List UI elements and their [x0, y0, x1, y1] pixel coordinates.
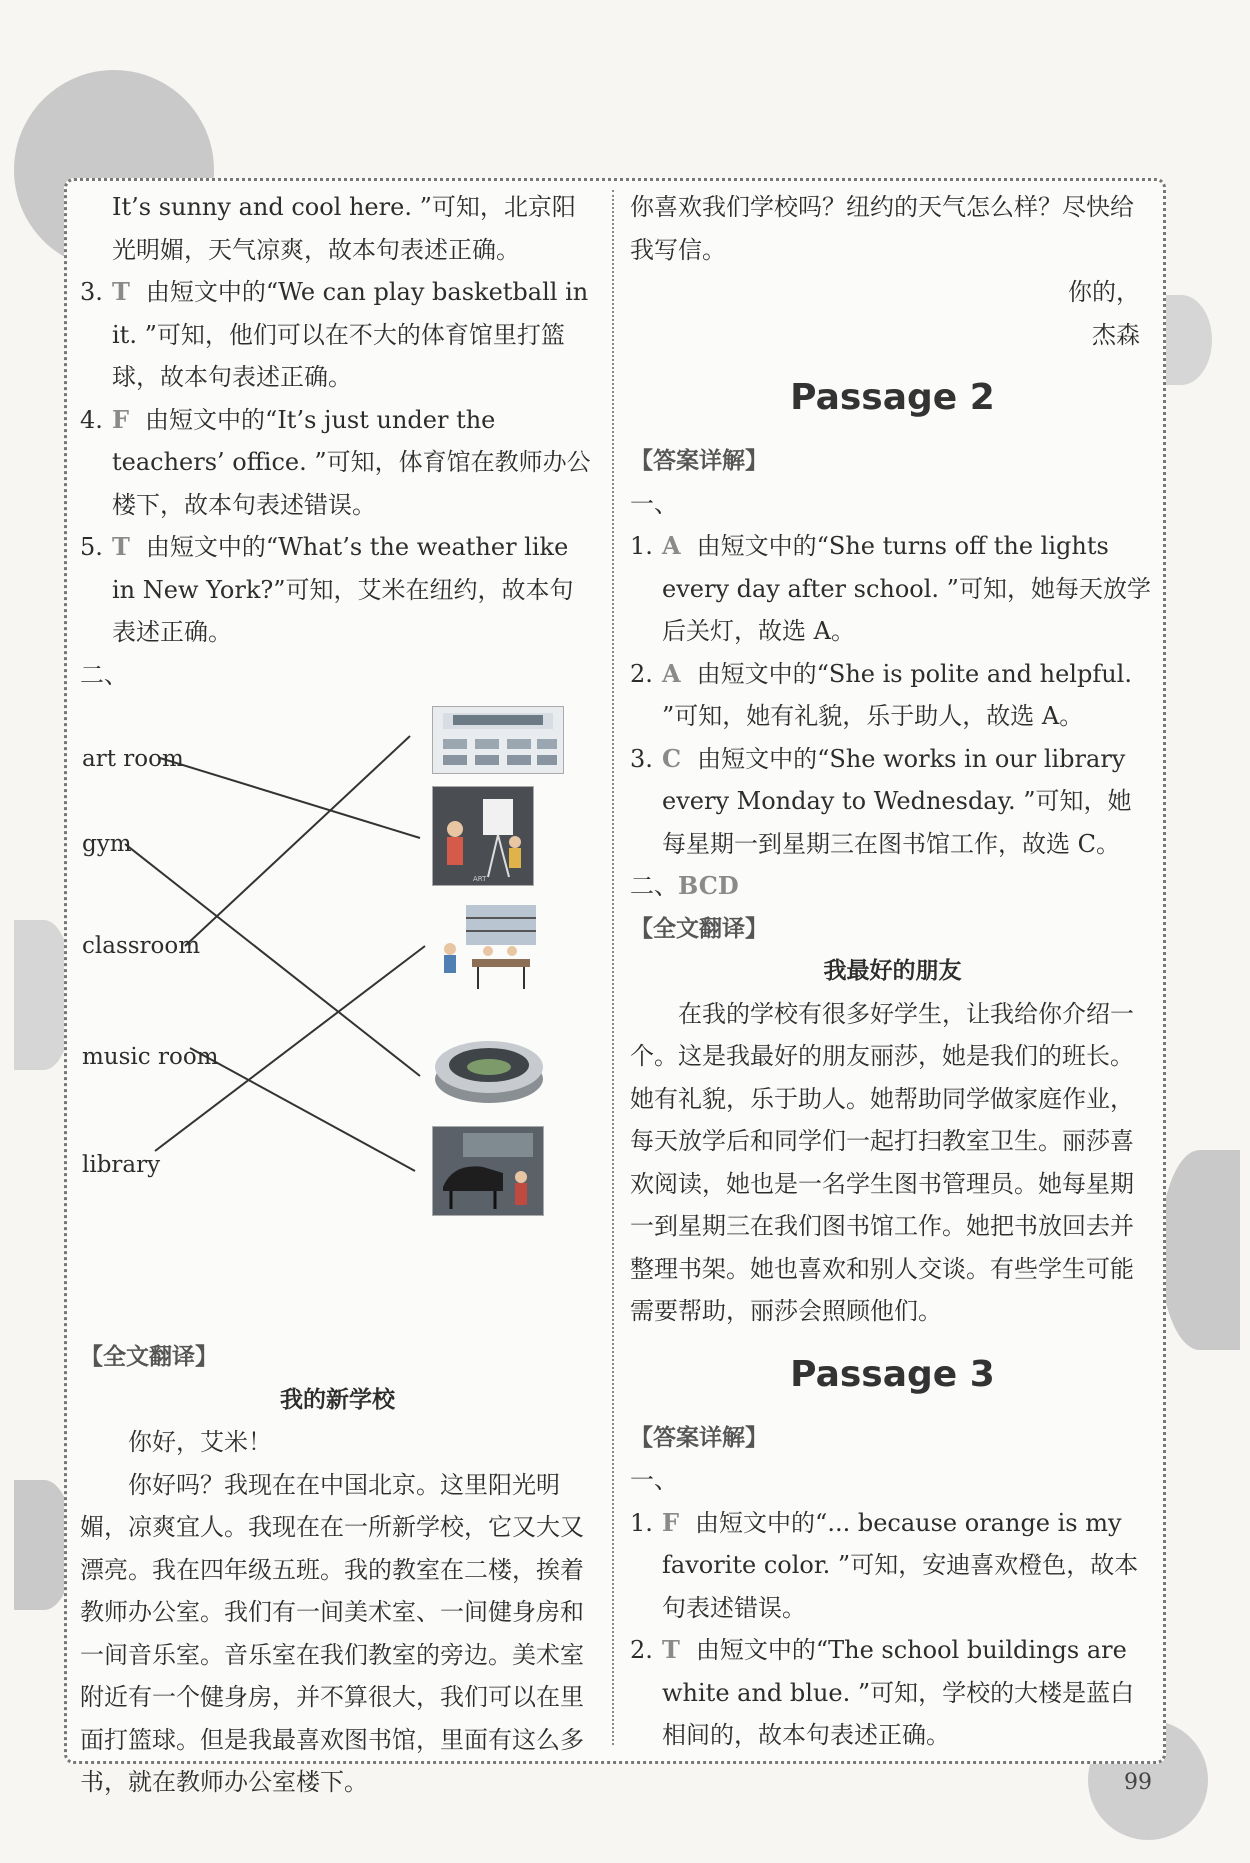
answer-explanation: 由短文中的“... because orange is my favorite color. ”可知，安迪喜欢橙色，故本句表述错误。 — [662, 1508, 1139, 1622]
answer-item: 5. T 由短文中的“What’s the weather like in New York?”可知，艾米在纽约，故本句表述正确。 — [80, 532, 574, 646]
match-word-library: library — [82, 1152, 161, 1178]
answer-item: 3. C 由短文中的“She works in our library every Monday to Wednesday. ”可知，她每星期一到星期三在图书馆工作，故选 C。 — [630, 743, 1132, 858]
translation-tag: 【全文翻译】 — [80, 1344, 218, 1370]
letter-sign-off: 你的， — [1068, 278, 1140, 306]
continued-explanation: It’s sunny and cool here. ”可知，北京阳光明媚，天气凉爽，故本句表述正确。 — [112, 193, 576, 264]
matching-exercise — [80, 696, 595, 1336]
answer-explanation: 由短文中的“We can play basketball in it. ”可知，他们可以在不大的体育馆里打篮球，故本句表述正确。 — [112, 278, 589, 391]
section-one-label: 一、 — [630, 489, 678, 518]
classroom-picture — [432, 706, 564, 774]
section-one-label: 一、 — [630, 1466, 678, 1494]
answer-tag: 【答案详解】 — [630, 448, 768, 474]
decor-circle-right-mid — [1160, 1150, 1240, 1350]
answer-item: 2. A 由短文中的“She is polite and helpful. ”可知，她有礼貌，乐于助人，故选 A。 — [630, 658, 1132, 730]
gym-picture — [432, 1021, 547, 1111]
answer-tag: 【答案详解】 — [630, 1424, 768, 1451]
music-room-picture — [432, 1126, 544, 1216]
section-two-letters: BCD — [678, 871, 739, 900]
right-column — [630, 186, 1155, 1757]
answer-explanation: 由短文中的“The school buildings are white and blue. ”可知，学校的大楼是蓝白相间的，故本句表述正确。 — [662, 1636, 1135, 1749]
library-picture — [432, 901, 542, 996]
section-two-answer: 二、BCD — [630, 871, 739, 900]
answer-letter: T — [662, 1635, 680, 1664]
answer-letter: T — [112, 532, 130, 561]
answer-letter: A — [662, 658, 681, 688]
section-two-label: 二、 — [80, 660, 128, 689]
answer-letter: T — [112, 277, 130, 306]
page-number: 99 — [1124, 1770, 1152, 1795]
answer-item: 3. T 由短文中的“We can play basketball in it. ”可知，他们可以在不大的体育馆里打篮球，故本句表述正确。 — [80, 277, 589, 391]
answer-explanation: 由短文中的“She is polite and helpful. ”可知，她有礼貌，乐于助人，故选 A。 — [662, 659, 1132, 730]
answer-item: 2. T 由短文中的“The school buildings are white and blue. ”可知，学校的大楼是蓝白相间的，故本句表述正确。 — [630, 1635, 1135, 1749]
left-column — [80, 186, 595, 1804]
answer-explanation: 由短文中的“What’s the weather like in New York?”可知，艾米在纽约，故本句表述正确。 — [112, 533, 574, 646]
passage-3-title: Passage 3 — [790, 1353, 995, 1395]
answer-letter: F — [112, 404, 130, 434]
answer-letter: C — [662, 743, 682, 773]
translation-title: 我的新学校 — [280, 1386, 395, 1413]
answer-letter: F — [662, 1507, 680, 1537]
answer-explanation: 由短文中的“She turns off the lights every day after school. ”可知，她每天放学后关灯，故选 A。 — [662, 532, 1151, 645]
letter-greeting: 你好，艾米！ — [128, 1428, 272, 1456]
art-room-picture — [432, 786, 534, 886]
match-word-music-room: music room — [82, 1044, 219, 1070]
answer-explanation: 由短文中的“She works in our library every Monday to Wednesday. ”可知，她每星期一到星期三在图书馆工作，故选 C。 — [662, 744, 1132, 858]
answer-item: 4. F 由短文中的“It’s just under the teachers’ office. ”可知，体育馆在教师办公楼下，故本句表述错误。 — [80, 404, 591, 519]
match-word-gym: gym — [82, 831, 132, 857]
match-word-art-room: art room — [82, 746, 184, 772]
letter-signature: 杰森 — [1092, 320, 1140, 349]
answer-item: 1. A 由短文中的“She turns off the lights every day after school. ”可知，她每天放学后关灯，故选 A。 — [630, 531, 1151, 645]
answer-letter: A — [662, 531, 681, 560]
translation-paragraph: 在我的学校有很多好学生，让我给你介绍一个。这是我最好的朋友丽莎，她是我们的班长。她有礼貌，乐于助人。她帮助同学做家庭作业，每天放学后和同学们一起打扫教室卫生。丽莎喜欢阅读，她也是一名学生图书管理员。她每星期一到星期三在我们图书馆工作。她把书放回去并整理书架。她也喜欢和别人交谈。有些学生可能需要帮助，丽莎会照顾他们。 — [630, 999, 1134, 1325]
passage-2-title: Passage 2 — [790, 377, 995, 418]
svg-text:ART: ART — [473, 875, 487, 883]
answer-item: 1. F 由短文中的“... because orange is my favorite color. ”可知，安迪喜欢橙色，故本句表述错误。 — [630, 1507, 1139, 1622]
column-divider — [612, 190, 614, 1745]
letter-continued: 你喜欢我们学校吗？纽约的天气怎么样？尽快给我写信。 — [630, 193, 1134, 264]
letter-paragraph: 你好吗？我现在在中国北京。这里阳光明媚，凉爽宜人。我现在在一所新学校，它又大又漂亮。我在四年级五班。我的教室在二楼，挨着教师办公室。我们有一间美术室、一间健身房和一间音乐室。音乐室在我们教室的旁边。美术室附近有一个健身房，并不算很大，我们可以在里面打篮球。但是我最喜欢图书馆，里面有这么多书，就在教师办公室楼下。 — [80, 1470, 584, 1796]
translation-title: 我最好的朋友 — [823, 958, 962, 984]
answer-explanation: 由短文中的“It’s just under the teachers’ office. ”可知，体育馆在教师办公楼下，故本句表述错误。 — [112, 405, 591, 519]
match-word-classroom: classroom — [82, 933, 201, 959]
translation-tag: 【全文翻译】 — [630, 915, 768, 942]
